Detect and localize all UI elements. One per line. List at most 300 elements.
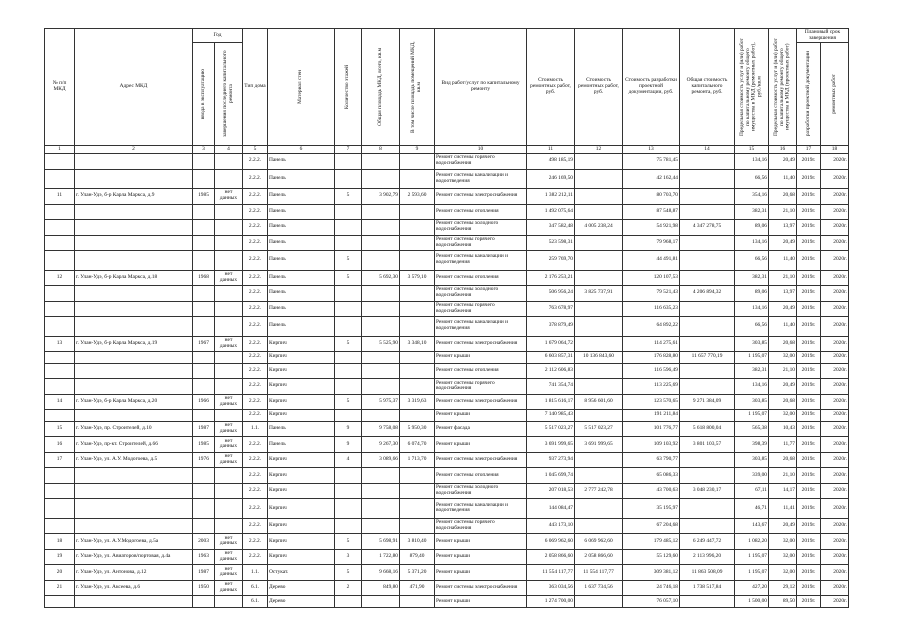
- house-type-cell: 2.2.2.: [243, 452, 268, 468]
- cost-design-cell: 42 162,44: [623, 169, 680, 189]
- plan-design-cell: 2019г.: [797, 189, 821, 205]
- wall-material-cell: Кирпич: [268, 363, 335, 379]
- address-cell: г. Улан-Удэ, ул. Аксеева, д.6: [75, 580, 193, 596]
- limit-works-cell: 134,16: [735, 301, 769, 317]
- limit-works-cell: 143,67: [735, 518, 769, 534]
- wall-material-cell: Панель: [268, 421, 335, 437]
- cost-works-cell: 7 140 985,43: [527, 410, 575, 422]
- plan-works-cell: 2020г.: [821, 452, 849, 468]
- cost-total-cell: [680, 235, 735, 251]
- year-repair-cell: [215, 317, 243, 337]
- row-number: 21: [45, 580, 75, 596]
- area-living-cell: [400, 379, 435, 395]
- wall-material-cell: Панель: [268, 154, 335, 170]
- limit-works-cell: 134,16: [735, 379, 769, 395]
- work-type-cell: Ремонт системы электроснабжения: [435, 452, 527, 468]
- house-type-cell: 6.1.: [243, 596, 268, 608]
- work-type-cell: Ремонт системы холодного водоснабжения: [435, 220, 527, 236]
- plan-design-cell: 2019г.: [797, 518, 821, 534]
- limit-design-cell: 20,68: [769, 452, 797, 468]
- work-type-cell: Ремонт системы горячего водоснабжения: [435, 154, 527, 170]
- column-number: 17: [797, 146, 821, 154]
- cost-works-cell: 11 554 117,77: [527, 565, 575, 581]
- area-total-cell: [362, 169, 400, 189]
- year-built-cell: 1968: [193, 270, 215, 286]
- year-built-cell: [193, 220, 215, 236]
- address-cell: [75, 468, 193, 484]
- floors-cell: [335, 518, 362, 534]
- year-repair-cell: [215, 483, 243, 499]
- floors-cell: [335, 352, 362, 364]
- limit-works-cell: 46,71: [735, 499, 769, 519]
- row-number: [45, 235, 75, 251]
- work-type-cell: Ремонт крыши: [435, 352, 527, 364]
- year-built-cell: [193, 363, 215, 379]
- limit-works-cell: 89,06: [735, 220, 769, 236]
- plan-works-cell: 2020г.: [821, 437, 849, 453]
- cost-repair-cell: 3 825 737,91: [575, 286, 623, 302]
- cost-repair-cell: [575, 251, 623, 271]
- house-type-cell: 2.2.2.: [243, 483, 268, 499]
- address-cell: [75, 499, 193, 519]
- limit-works-cell: 382,31: [735, 204, 769, 220]
- address-cell: г. Улан-Удэ, б-р Карла Маркса, д.18: [75, 270, 193, 286]
- plan-design-cell: 2019г.: [797, 483, 821, 499]
- wall-material-cell: Панель: [268, 270, 335, 286]
- year-built-cell: 1976: [193, 452, 215, 468]
- limit-design-cell: 89,50: [769, 596, 797, 608]
- row-number: 13: [45, 336, 75, 352]
- house-type-cell: 2.2.2.: [243, 549, 268, 565]
- row-number: 11: [45, 189, 75, 205]
- limit-design-cell: 10,43: [769, 421, 797, 437]
- area-living-cell: 471,90: [400, 580, 435, 596]
- area-living-cell: 6 074,70: [400, 437, 435, 453]
- work-type-cell: Ремонт системы горячего водоснабжения: [435, 379, 527, 395]
- year-built-cell: 1967: [193, 336, 215, 352]
- header-area-living: В том числе площадь помещений МКД, кв.м: [410, 41, 422, 133]
- plan-design-cell: 2019г.: [797, 468, 821, 484]
- cost-design-cell: 44 491,81: [623, 251, 680, 271]
- cost-works-cell: 6 069 962,60: [527, 534, 575, 550]
- row-number: [45, 468, 75, 484]
- cost-repair-cell: [575, 596, 623, 608]
- plan-works-cell: 2020г.: [821, 580, 849, 596]
- work-type-cell: Ремонт системы электроснабжения: [435, 336, 527, 352]
- address-cell: г. Улан-Удэ, ул. Авиаторов/портовая, д.4а: [75, 549, 193, 565]
- table-body: [45, 154, 849, 608]
- plan-works-cell: 2020г.: [821, 410, 849, 422]
- cost-repair-cell: [575, 452, 623, 468]
- address-cell: [75, 379, 193, 395]
- area-living-cell: [400, 518, 435, 534]
- table-row: [45, 317, 849, 337]
- column-number: 8: [362, 146, 400, 154]
- work-type-cell: Ремонт системы канализации и водоотведения: [435, 317, 527, 337]
- cost-works-cell: 443 173,10: [527, 518, 575, 534]
- row-number: [45, 317, 75, 337]
- limit-works-cell: 1 195,07: [735, 410, 769, 422]
- cost-design-cell: 79 521,43: [623, 286, 680, 302]
- column-number: 9: [400, 146, 435, 154]
- cost-total-cell: [680, 363, 735, 379]
- house-type-cell: 2.2.2.: [243, 169, 268, 189]
- year-built-cell: 1966: [193, 394, 215, 410]
- area-total-cell: [362, 220, 400, 236]
- wall-material-cell: Панель: [268, 204, 335, 220]
- header-area-total: Общая площадь МКД, всего, кв.м: [376, 48, 383, 126]
- year-repair-cell: [215, 286, 243, 302]
- limit-design-cell: 20,68: [769, 336, 797, 352]
- year-repair-cell: нет данных: [215, 336, 243, 352]
- year-repair-cell: [215, 379, 243, 395]
- plan-works-cell: 2020г.: [821, 518, 849, 534]
- floors-cell: [335, 317, 362, 337]
- cost-total-cell: [680, 410, 735, 422]
- floors-cell: [335, 220, 362, 236]
- table-row: [45, 410, 849, 422]
- cost-repair-cell: [575, 518, 623, 534]
- plan-design-cell: 2019г.: [797, 235, 821, 251]
- table-row: [45, 379, 849, 395]
- floors-cell: [335, 596, 362, 608]
- area-living-cell: [400, 317, 435, 337]
- header-plan-works: ремонтных работ: [830, 74, 837, 114]
- house-type-cell: 2.2.2.: [243, 189, 268, 205]
- cost-works-cell: 498 185,19: [527, 154, 575, 170]
- row-number: [45, 379, 75, 395]
- cost-total-cell: [680, 596, 735, 608]
- cost-total-cell: [680, 336, 735, 352]
- cost-design-cell: 114 275,61: [623, 336, 680, 352]
- cost-total-cell: 1 738 517,84: [680, 580, 735, 596]
- floors-cell: [335, 286, 362, 302]
- limit-design-cell: 20,68: [769, 189, 797, 205]
- plan-design-cell: 2019г.: [797, 363, 821, 379]
- floors-cell: 5: [335, 534, 362, 550]
- house-type-cell: 2.2.2.: [243, 286, 268, 302]
- year-built-cell: [193, 410, 215, 422]
- plan-design-cell: 2019г.: [797, 154, 821, 170]
- cost-design-cell: 55 129,60: [623, 549, 680, 565]
- house-type-cell: 2.2.2.: [243, 204, 268, 220]
- row-number: 15: [45, 421, 75, 437]
- limit-works-cell: 1 082,20: [735, 534, 769, 550]
- year-repair-cell: [215, 468, 243, 484]
- address-cell: [75, 363, 193, 379]
- address-cell: г. Улан-Удэ, б-р Карла Маркса, д.9: [75, 189, 193, 205]
- floors-cell: [335, 154, 362, 170]
- floors-cell: 4: [335, 452, 362, 468]
- plan-design-cell: 2019г.: [797, 452, 821, 468]
- limit-design-cell: 11,41: [769, 499, 797, 519]
- floors-cell: 9: [335, 421, 362, 437]
- plan-works-cell: 2020г.: [821, 336, 849, 352]
- year-built-cell: [193, 468, 215, 484]
- cost-works-cell: 2 112 606,83: [527, 363, 575, 379]
- header-year-built: ввода в эксплуатацию: [199, 68, 206, 120]
- floors-cell: 9: [335, 437, 362, 453]
- plan-works-cell: 2020г.: [821, 596, 849, 608]
- header-cost-total: Общая стоимость капитального ремонта, руб.: [680, 29, 735, 146]
- cost-design-cell: 76 057,10: [623, 596, 680, 608]
- table-row: [45, 452, 849, 468]
- address-cell: [75, 235, 193, 251]
- plan-design-cell: 2019г.: [797, 286, 821, 302]
- table-row: [45, 286, 849, 302]
- work-type-cell: Ремонт крыши: [435, 534, 527, 550]
- plan-works-cell: 2020г.: [821, 204, 849, 220]
- work-type-cell: Ремонт системы электроснабжения: [435, 580, 527, 596]
- address-cell: [75, 317, 193, 337]
- area-living-cell: [400, 235, 435, 251]
- table-row: [45, 518, 849, 534]
- wall-material-cell: Кирпич: [268, 549, 335, 565]
- house-type-cell: 1.1.: [243, 565, 268, 581]
- limit-works-cell: 427,20: [735, 580, 769, 596]
- cost-design-cell: 116 596,49: [623, 363, 680, 379]
- floors-cell: 5: [335, 189, 362, 205]
- cost-works-cell: 378 879,49: [527, 317, 575, 337]
- cost-repair-cell: [575, 189, 623, 205]
- area-total-cell: [362, 235, 400, 251]
- plan-works-cell: 2020г.: [821, 379, 849, 395]
- cost-works-cell: 3 691 999,65: [527, 437, 575, 453]
- house-type-cell: 2.2.2.: [243, 270, 268, 286]
- plan-design-cell: 2019г.: [797, 220, 821, 236]
- cost-repair-cell: 5 517 023,27: [575, 421, 623, 437]
- address-cell: г. Улан-Удэ, ул. Антонова, д.12: [75, 565, 193, 581]
- plan-works-cell: 2020г.: [821, 189, 849, 205]
- plan-design-cell: 2019г.: [797, 352, 821, 364]
- house-type-cell: 2.2.2.: [243, 235, 268, 251]
- year-built-cell: 1985: [193, 437, 215, 453]
- year-repair-cell: [215, 363, 243, 379]
- area-living-cell: 3 348,10: [400, 336, 435, 352]
- floors-cell: 5: [335, 251, 362, 271]
- table-row: [45, 499, 849, 519]
- plan-works-cell: 2020г.: [821, 394, 849, 410]
- table-row: [45, 235, 849, 251]
- header-floors: Количество этажей: [344, 64, 351, 110]
- table-row: [45, 251, 849, 271]
- cost-total-cell: 5 618 800,04: [680, 421, 735, 437]
- year-built-cell: [193, 317, 215, 337]
- address-cell: г. Улан-Удэ, б-р Карла Маркса, д.19: [75, 336, 193, 352]
- year-repair-cell: [215, 518, 243, 534]
- area-total-cell: [362, 154, 400, 170]
- column-number: 14: [680, 146, 735, 154]
- cost-design-cell: 24 746,18: [623, 580, 680, 596]
- wall-material-cell: Кирпич: [268, 518, 335, 534]
- row-number: 12: [45, 270, 75, 286]
- limit-design-cell: 32,00: [769, 534, 797, 550]
- limit-design-cell: 20,49: [769, 154, 797, 170]
- row-number: [45, 220, 75, 236]
- row-number: [45, 251, 75, 271]
- column-number: 3: [193, 146, 215, 154]
- header-limit-design: Предельная стоимость услуг и (или) работ по капитальному ремонту общего имущества в МКД (проектных работ): [772, 38, 791, 136]
- work-type-cell: Ремонт системы горячего водоснабжения: [435, 301, 527, 317]
- cost-works-cell: 246 169,50: [527, 169, 575, 189]
- year-repair-cell: нет данных: [215, 189, 243, 205]
- wall-material-cell: Панель: [268, 301, 335, 317]
- address-cell: [75, 483, 193, 499]
- capital-repair-table: [44, 28, 849, 608]
- cost-design-cell: 63 790,77: [623, 452, 680, 468]
- area-total-cell: [362, 251, 400, 271]
- column-number: 5: [243, 146, 268, 154]
- work-type-cell: Ремонт системы холодного водоснабжения: [435, 286, 527, 302]
- address-cell: [75, 596, 193, 608]
- floors-cell: [335, 499, 362, 519]
- plan-design-cell: 2019г.: [797, 270, 821, 286]
- floors-cell: [335, 204, 362, 220]
- house-type-cell: 2.2.2.: [243, 379, 268, 395]
- year-built-cell: [193, 154, 215, 170]
- limit-design-cell: 20,49: [769, 301, 797, 317]
- cost-design-cell: 116 635,23: [623, 301, 680, 317]
- year-built-cell: [193, 352, 215, 364]
- year-repair-cell: [215, 352, 243, 364]
- floors-cell: [335, 363, 362, 379]
- cost-works-cell: 523 598,31: [527, 235, 575, 251]
- column-number: 1: [45, 146, 75, 154]
- limit-works-cell: 398,39: [735, 437, 769, 453]
- limit-works-cell: 1 195,07: [735, 565, 769, 581]
- year-built-cell: [193, 483, 215, 499]
- address-cell: [75, 410, 193, 422]
- year-repair-cell: [215, 154, 243, 170]
- row-number: 17: [45, 452, 75, 468]
- row-number: [45, 518, 75, 534]
- plan-design-cell: 2019г.: [797, 336, 821, 352]
- area-living-cell: [400, 499, 435, 519]
- house-type-cell: 2.2.2.: [243, 410, 268, 422]
- cost-total-cell: 11 863 508,09: [680, 565, 735, 581]
- plan-works-cell: 2020г.: [821, 317, 849, 337]
- area-total-cell: [362, 301, 400, 317]
- column-number: 11: [527, 146, 575, 154]
- year-repair-cell: нет данных: [215, 565, 243, 581]
- limit-works-cell: 67,11: [735, 483, 769, 499]
- floors-cell: [335, 169, 362, 189]
- cost-total-cell: [680, 251, 735, 271]
- table-row: [45, 270, 849, 286]
- wall-material-cell: Кирпич: [268, 410, 335, 422]
- area-total-cell: 3 902,79: [362, 189, 400, 205]
- cost-total-cell: 4 347 278,75: [680, 220, 735, 236]
- area-living-cell: 5 371,20: [400, 565, 435, 581]
- cost-design-cell: 120 107,53: [623, 270, 680, 286]
- plan-design-cell: 2019г.: [797, 169, 821, 189]
- work-type-cell: Ремонт крыши: [435, 596, 527, 608]
- year-built-cell: 1987: [193, 421, 215, 437]
- limit-design-cell: 13,97: [769, 220, 797, 236]
- year-repair-cell: нет данных: [215, 452, 243, 468]
- year-built-cell: [193, 204, 215, 220]
- cost-repair-cell: [575, 270, 623, 286]
- address-cell: [75, 301, 193, 317]
- header-year-repair: завершения последнего капитального ремонта: [221, 50, 234, 138]
- area-living-cell: [400, 468, 435, 484]
- area-total-cell: [362, 499, 400, 519]
- area-total-cell: 1 722,80: [362, 549, 400, 565]
- limit-design-cell: 20,68: [769, 394, 797, 410]
- year-repair-cell: нет данных: [215, 549, 243, 565]
- cost-works-cell: 1 679 064,72: [527, 336, 575, 352]
- limit-design-cell: 20,49: [769, 235, 797, 251]
- wall-material-cell: Панель: [268, 189, 335, 205]
- floors-cell: 3: [335, 549, 362, 565]
- limit-works-cell: 89,06: [735, 286, 769, 302]
- plan-works-cell: 2020г.: [821, 270, 849, 286]
- table-row: [45, 301, 849, 317]
- cost-works-cell: 506 956,24: [527, 286, 575, 302]
- year-built-cell: [193, 379, 215, 395]
- plan-works-cell: 2020г.: [821, 549, 849, 565]
- area-total-cell: 3 089,66: [362, 452, 400, 468]
- row-number: 20: [45, 565, 75, 581]
- cost-total-cell: [680, 270, 735, 286]
- work-type-cell: Ремонт крыши: [435, 565, 527, 581]
- limit-design-cell: 11,40: [769, 169, 797, 189]
- area-total-cell: 9 267,30: [362, 437, 400, 453]
- year-built-cell: [193, 251, 215, 271]
- limit-design-cell: 32,00: [769, 549, 797, 565]
- floors-cell: [335, 468, 362, 484]
- cost-repair-cell: 1 637 734,56: [575, 580, 623, 596]
- work-type-cell: Ремонт системы горячего водоснабжения: [435, 518, 527, 534]
- plan-design-cell: 2019г.: [797, 379, 821, 395]
- area-living-cell: [400, 251, 435, 271]
- house-type-cell: 2.2.2.: [243, 534, 268, 550]
- plan-works-cell: 2020г.: [821, 499, 849, 519]
- row-number: [45, 596, 75, 608]
- row-number: [45, 286, 75, 302]
- area-total-cell: 9 758,08: [362, 421, 400, 437]
- work-type-cell: Ремонт системы отопления: [435, 363, 527, 379]
- cost-total-cell: [680, 379, 735, 395]
- row-number: 16: [45, 437, 75, 453]
- floors-cell: [335, 379, 362, 395]
- limit-works-cell: 1 195,07: [735, 352, 769, 364]
- cost-total-cell: [680, 518, 735, 534]
- work-type-cell: Ремонт системы холодного водоснабжения: [435, 483, 527, 499]
- wall-material-cell: Панель: [268, 317, 335, 337]
- work-type-cell: Ремонт крыши: [435, 410, 527, 422]
- year-built-cell: [193, 169, 215, 189]
- table-row: [45, 421, 849, 437]
- table-row: [45, 483, 849, 499]
- address-cell: [75, 154, 193, 170]
- table-row: [45, 363, 849, 379]
- cost-total-cell: [680, 204, 735, 220]
- year-repair-cell: [215, 499, 243, 519]
- row-number: 14: [45, 394, 75, 410]
- cost-design-cell: 191 211,84: [623, 410, 680, 422]
- limit-works-cell: 382,31: [735, 270, 769, 286]
- wall-material-cell: Панель: [268, 169, 335, 189]
- cost-repair-cell: [575, 468, 623, 484]
- work-type-cell: Ремонт системы отопления: [435, 270, 527, 286]
- address-cell: [75, 251, 193, 271]
- area-total-cell: 849,80: [362, 580, 400, 596]
- address-cell: [75, 220, 193, 236]
- row-number: [45, 352, 75, 364]
- year-repair-cell: нет данных: [215, 534, 243, 550]
- cost-design-cell: 123 570,65: [623, 394, 680, 410]
